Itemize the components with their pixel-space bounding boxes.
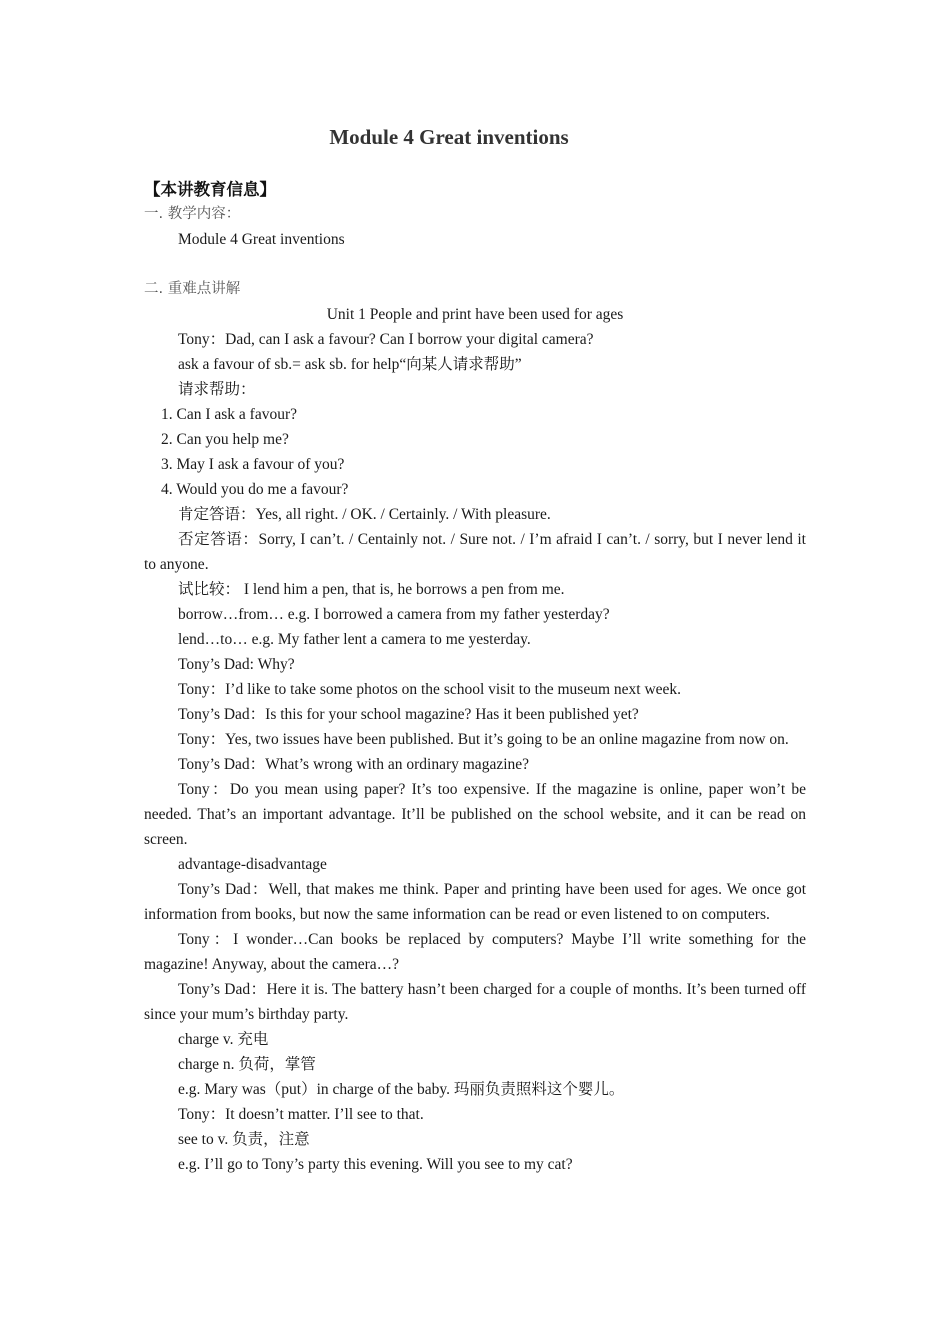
section-2-label: 二. 重难点讲解	[144, 281, 241, 297]
text-line: e.g. Mary was（put）in charge of the baby. 玛丽负责照料这个婴儿。	[178, 1081, 625, 1098]
text-line: 请求帮助：	[178, 381, 256, 398]
list-item: 4. Would you do me a favour?	[161, 481, 349, 498]
text-line: Tony’s Dad：Is this for your school magazine? Has it been published yet?	[178, 706, 639, 723]
section-1-content: Module 4 Great inventions	[178, 231, 345, 248]
text-paragraph: Tony：Do you mean using paper? It’s too expensive. If the magazine is online, paper won’t be needed. That’s an important advantage. It’ll be published on the school website, and it can be read on screen.	[144, 781, 806, 848]
spacer	[144, 252, 806, 277]
text-paragraph: 否定答语：Sorry, I can’t. / Centainly not. / Sure not. / I’m afraid I can’t. / sorry, but I never lend it to anyone.	[144, 531, 806, 573]
page-title: Module 4 Great inventions	[329, 125, 569, 149]
text-paragraph: Tony’s Dad：Here it is. The battery hasn’t been charged for a couple of months. It’s been turned off since your mum’s birthday party.	[144, 981, 806, 1023]
text-line: charge n. 负荷，掌管	[178, 1056, 316, 1073]
text-line: 肯定答语：Yes, all right. / OK. / Certainly. / With pleasure.	[178, 506, 551, 523]
text-line: Tony：I’d like to take some photos on the school visit to the museum next week.	[178, 681, 682, 698]
text-line: borrow…from… e.g. I borrowed a camera from my father yesterday?	[178, 606, 610, 623]
text-line: lend…to… e.g. My father lent a camera to me yesterday.	[178, 631, 531, 648]
list-item: 3. May I ask a favour of you?	[161, 456, 345, 473]
lesson-content	[144, 202, 806, 1177]
text-line: ask a favour of sb.= ask sb. for help“向某人请求帮助”	[178, 356, 522, 373]
text-line: Tony：Dad, can I ask a favour? Can I borrow your digital camera?	[178, 331, 594, 348]
text-line: charge v. 充电	[178, 1031, 269, 1048]
text-paragraph: Tony：I wonder…Can books be replaced by computers? Maybe I’ll write something for the magazine! Anyway, about the camera…?	[144, 931, 806, 973]
list-item: 2. Can you help me?	[161, 431, 289, 448]
text-line: Tony’s Dad：What’s wrong with an ordinary magazine?	[178, 756, 530, 773]
text-paragraph: Tony’s Dad：Well, that makes me think. Paper and printing have been used for ages. We once got information from books, but now the same information can be read or even listened to on computers.	[144, 881, 806, 923]
text-line: advantage-disadvantage	[178, 856, 327, 873]
unit-title: Unit 1 People and print have been used for ages	[326, 306, 624, 323]
list-item: 1. Can I ask a favour?	[161, 406, 298, 423]
section-1-label: 一. 教学内容：	[144, 206, 241, 222]
text-line: 试比较： I lend him a pen, that is, he borrows a pen from me.	[178, 581, 565, 598]
text-paragraph: Tony：Yes, two issues have been published. But it’s going to be an online magazine from now on.	[178, 731, 789, 748]
text-line: Tony’s Dad: Why?	[178, 656, 295, 673]
text-line: Tony：It doesn’t matter. I’ll see to that.	[178, 1106, 424, 1123]
text-line: e.g. I’ll go to Tony’s party this evening. Will you see to my cat?	[178, 1156, 573, 1173]
text-line: see to v. 负责，注意	[178, 1131, 310, 1148]
section-heading: 【本讲教育信息】	[144, 180, 276, 199]
